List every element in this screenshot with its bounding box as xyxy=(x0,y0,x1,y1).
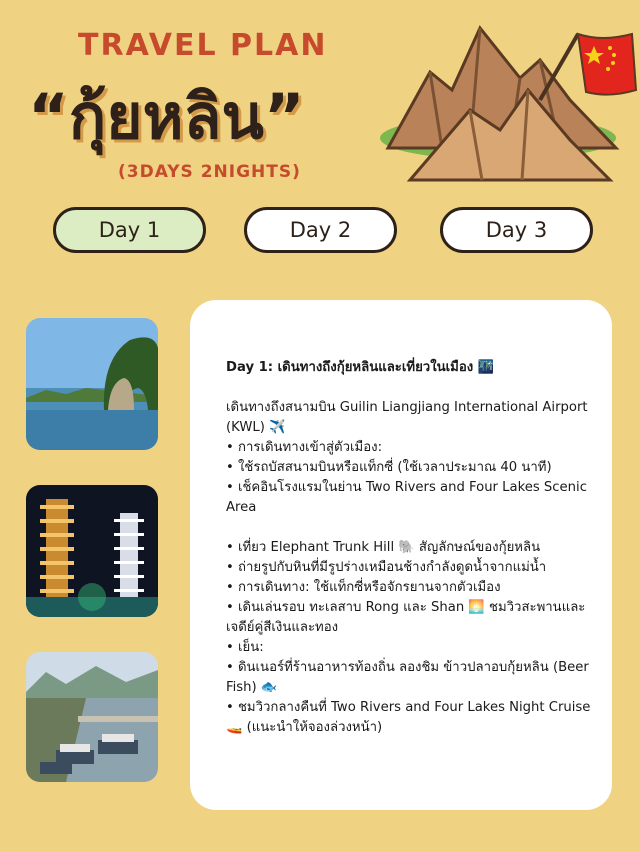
para2-line: • เที่ยว Elephant Trunk Hill 🐘 สัญลักษณ์ของกุ้ยหลิน xyxy=(226,540,541,555)
tab-day-2[interactable]: Day 2 xyxy=(244,207,397,253)
para2-line: • เย็น: xyxy=(226,640,264,655)
itinerary-text xyxy=(226,358,596,738)
para2-line: • การเดินทาง: ใช้แท็กซี่หรือจักรยานจากตัวเมือง xyxy=(226,580,501,595)
title-en: TRAVEL PLAN xyxy=(78,28,328,63)
para2-line: • ดินเนอร์ที่ร้านอาหารท้องถิ่น ลองชิม ข้าวปลาอบกุ้ยหลิน (Beer Fish) 🐟 xyxy=(226,660,589,695)
tab-day-3[interactable]: Day 3 xyxy=(440,207,593,253)
para1-line: • ใช้รถบัสสนามบินหรือแท็กซี่ (ใช้เวลาประมาณ 40 นาที) xyxy=(226,460,552,475)
para1-line: เดินทางถึงสนามบิน Guilin Liangjiang International Airport (KWL) ✈️ xyxy=(226,400,588,435)
mountain-flag-icon xyxy=(370,20,638,200)
tab-day-1[interactable]: Day 1 xyxy=(53,207,206,253)
para2-line: • ชมวิวกลางคืนที่ Two Rivers and Four Lakes Night Cruise 🚤 (แนะนำให้จองล่วงหน้า) xyxy=(226,700,591,735)
photo-elephant-trunk-hill xyxy=(26,318,158,450)
subtitle: (3DAYS 2NIGHTS) xyxy=(118,162,301,182)
itinerary-card xyxy=(190,300,612,810)
china-flag-icon xyxy=(578,34,636,95)
title-th: “กุ้ยหลิน” xyxy=(28,80,305,153)
para2-line: • ถ่ายรูปกับหินที่มีรูปร่างเหมือนช้างกำลังดูดน้ำจากแม่น้ำ xyxy=(226,560,547,575)
photo-river-boats-pier xyxy=(26,652,158,782)
para2-line: • เดินเล่นรอบ ทะเลสาบ Rong และ Shan 🌅 ชมวิวสะพานและเจดีย์คู่สีเงินและทอง xyxy=(226,600,586,635)
card-title: Day 1: เดินทางถึงกุ้ยหลินและเที่ยวในเมือง 🌃 xyxy=(226,360,495,375)
para1-line: • เช็คอินโรงแรมในย่าน Two Rivers and Four Lakes Scenic Area xyxy=(226,480,587,515)
para1-line: • การเดินทางเข้าสู่ตัวเมือง: xyxy=(226,440,383,455)
photo-sun-moon-pagodas-night xyxy=(26,485,158,617)
